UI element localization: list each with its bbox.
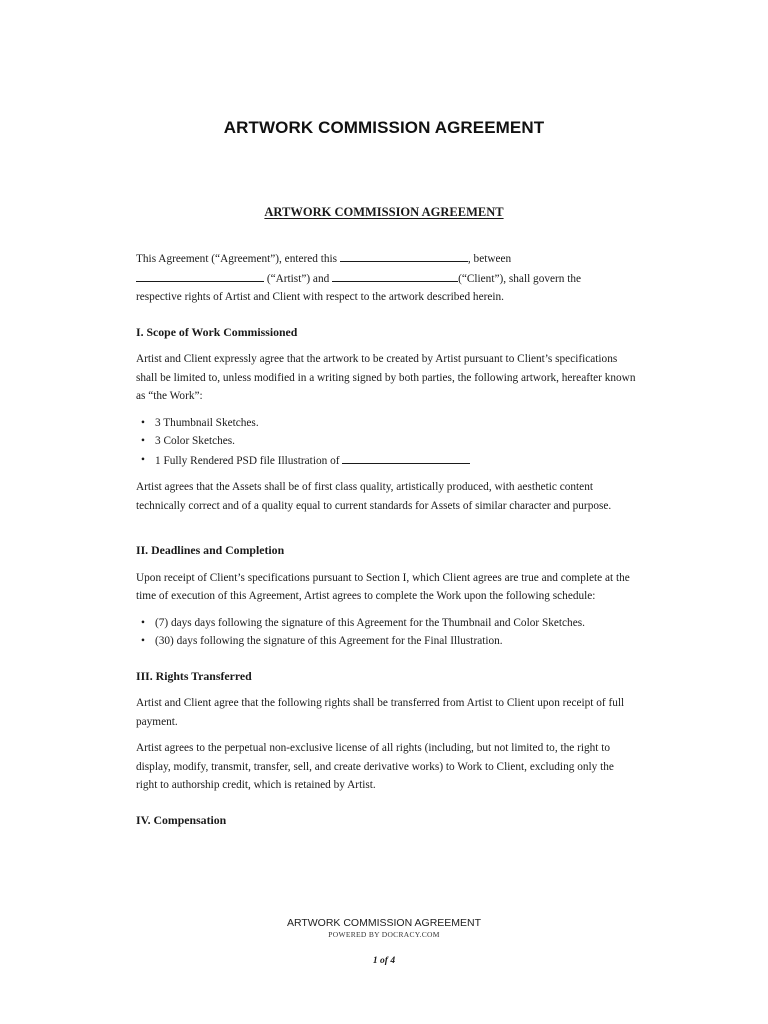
intro-text-2a: (“Artist”) and xyxy=(264,272,333,285)
page-footer xyxy=(0,917,768,966)
footer-powered-by: POWERED BY DOCRACY.COM xyxy=(328,930,440,939)
list-item: • (7) days days following the signature of this Agreement for the Thumbnail and Color Sketches. xyxy=(136,614,636,633)
footer-title: ARTWORK COMMISSION AGREEMENT xyxy=(286,917,482,929)
scope-paragraph-1: Artist and Client expressly agree that the artwork to be created by Artist pursuant to Client’s specifications shall be limited to, unless modified in a writing signed by both parties, the following artwork, hereafter known as “the Work”: xyxy=(136,353,636,402)
section-heading-compensation: IV. Compensation xyxy=(136,812,227,827)
page-title: ARTWORK COMMISSION AGREEMENT xyxy=(223,118,545,137)
intro-line-2 xyxy=(136,269,636,289)
intro-line-3: respective rights of Artist and Client with respect to the artwork described herein. xyxy=(136,291,504,303)
client-name-blank xyxy=(332,269,458,282)
section-heading-rights: III. Rights Transferred xyxy=(136,668,252,683)
rights-paragraph-1: Artist and Client agree that the following rights shall be transferred from Artist to Client upon receipt of full payment. xyxy=(136,697,625,728)
intro-paragraph xyxy=(136,249,636,307)
list-item xyxy=(136,451,636,471)
deadlines-paragraph: Upon receipt of Client’s specifications pursuant to Section I, which Client agrees are true and complete at the time of execution of this Agreement, Artist agrees to complete the Work upon the following schedule: xyxy=(136,571,630,602)
list-item: • 3 Color Sketches. xyxy=(136,432,636,451)
deadlines-list xyxy=(136,614,636,651)
page-number: 1 of 4 xyxy=(372,956,396,966)
list-item: • (30) days following the signature of this Agreement for the Final Illustration. xyxy=(136,632,636,651)
intro-text-1b: , between xyxy=(467,253,512,265)
list-item: • 3 Thumbnail Sketches. xyxy=(136,414,636,433)
intro-text-1a: This Agreement (“Agreement”), entered this xyxy=(136,253,340,265)
intro-text-2b: (“Client”), shall govern the xyxy=(458,272,582,285)
document-title xyxy=(0,205,768,220)
illustration-text: 1 Fully Rendered PSD file Illustration of xyxy=(155,454,343,467)
section-heading-scope: I. Scope of Work Commissioned xyxy=(136,324,298,339)
artist-name-blank xyxy=(136,269,264,282)
agreement-body xyxy=(136,249,636,838)
date-blank xyxy=(340,249,468,262)
illustration-blank xyxy=(342,451,470,464)
section-heading-deadlines: II. Deadlines and Completion xyxy=(136,543,285,557)
document-title-text: ARTWORK COMMISSION AGREEMENT xyxy=(264,205,504,219)
intro-line-1 xyxy=(136,249,636,269)
scope-paragraph-2: Artist agrees that the Assets shall be of first class quality, artistically produced, with aesthetic content technically correct and of a quality equal to current standards for Assets of similar character and purpose. xyxy=(136,481,612,512)
rights-paragraph-2: Artist agrees to the perpetual non-exclusive license of all rights (including, but not limited to, the right to display, modify, transmit, transfer, sell, and create derivative works) to Work to Client, excluding only the right to authorship credit, which is retained by Artist. xyxy=(136,742,614,791)
scope-list xyxy=(136,414,636,471)
